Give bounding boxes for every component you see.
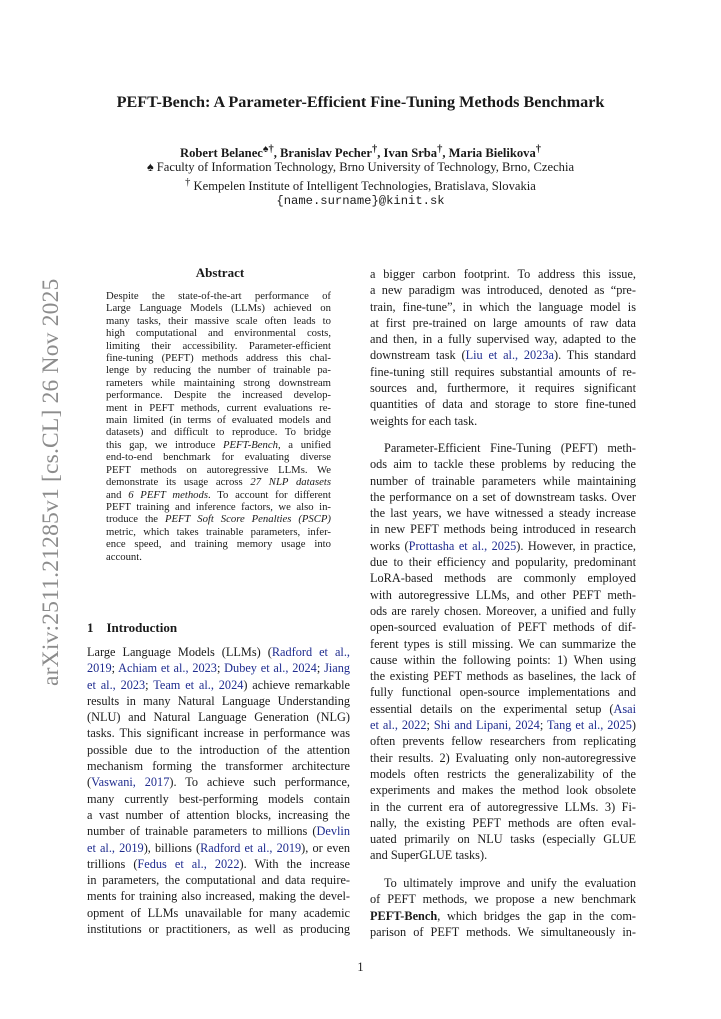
abstract-line: PEFT training and inference factors, we also in- [106,500,331,513]
paper-title: PEFT-Bench: A Parameter-Efficient Fine-Tuning Methods Benchmark [116,93,605,111]
text-line: a vast number of attention blocks, increasing the [87,807,350,822]
text-line: with autoregressive LLMs, and other PEFT meth- [370,587,636,602]
citation-link[interactable]: Liu et al., 2023a [465,348,554,363]
text-line: LoRA-based methods are commonly employed [370,571,636,586]
text-line: experiments and makes the method look obsolete [370,783,636,798]
text: ) [631,718,636,733]
abstract-line [106,489,331,501]
citation-link[interactable]: Devlin [316,824,350,839]
benchmark-name-bold: PEFT-Bench [370,908,438,923]
text-line [87,840,350,856]
abstract-line: Large Language Models (LLMs) achieved on [106,302,331,315]
affiliation-text: Faculty of Information Technology, Brno University of Technology, Brno, Czechia [153,160,575,174]
abstract-line: lenge by reducing the number of trainable pa- [106,364,331,377]
text-line: Parameter-Efficient Fine-Tuning (PEFT) meth- [384,441,636,455]
text-line: (NLU) and Natural Language Generation (NLG) [87,710,350,725]
citation-link[interactable]: Dubey et al., 2024 [224,661,317,676]
text-line [87,677,350,693]
affiliation-kinit [0,177,721,194]
text-line: the existing PEFT methods as baselines, the lack of [370,669,636,684]
text-line: weights for each task. [370,413,478,428]
author-name: Robert Belanec [179,146,263,161]
author-name: , Ivan Srba [377,146,438,161]
section-number: 1 [87,620,94,635]
section-title: Introduction [106,620,178,635]
author-name: , Maria Bielikova [442,146,536,161]
author-mark: † [535,144,541,155]
abstract-line: datasets) and difficult to reproduce. To bridge [106,426,331,439]
citation-link[interactable]: et al., 2019 [87,840,144,855]
method-count: 6 PEFT methods [128,488,209,501]
right-column-paragraph-3 [370,875,636,940]
introduction-paragraph [87,644,350,937]
citation-link[interactable]: Shi and Lipani, 2024 [433,718,540,733]
metric-name: PEFT Soft Score Penalties (PSCP) [164,513,331,526]
text-line [370,538,636,554]
citation-link[interactable]: Tang et al., 2025 [547,718,632,733]
text-line: opment of LLMs unavailable for many academic [87,905,350,920]
abstract-line: many tasks, their massive scale often leads to [106,314,331,327]
abstract-line [106,513,331,525]
abstract-text: this gap, we introduce [106,438,223,451]
text: ), billions ( [143,840,201,855]
text-line: possible due to the introduction of the attention [87,742,350,757]
text-line: in parameters, the computational and data require- [87,873,350,888]
text: ). This standard [553,348,636,363]
text: number of trainable parameters to millions ( [87,824,317,839]
text: ), or even [301,840,350,855]
text: downstream task ( [370,348,466,363]
text-line: fine-tuning still requires substantial amounts of re- [370,364,636,379]
text-line: the last years, we have witnessed a steady increase [370,506,636,521]
arxiv-identifier-stamp: arXiv:2511.21285v1 [cs.CL] 26 Nov 2025 [38,278,64,686]
text: works ( [370,538,409,553]
abstract-line: ment in PEFT methods, current evaluations re- [106,401,331,414]
affiliation-text: Kempelen Institute of Intelligent Technologies, Bratislava, Slovakia [190,179,536,194]
affiliation-brno [0,160,721,175]
text-line: a bigger carbon footprint. To address this issue, [370,267,636,281]
text: ; [316,661,325,676]
text: ). To achieve such performance, [169,775,350,790]
text-line [370,717,636,733]
citation-link[interactable]: Achiam et al., 2023 [118,661,217,676]
citation-link[interactable]: Prottasha et al., 2025 [408,538,517,553]
text-line: their results. 2) Evaluating only non-autoregressive [370,750,636,765]
text-line: the performance on a set of downstream tasks. Over [370,489,636,504]
abstract-line: performance. Despite the increased develop- [106,389,331,402]
citation-link[interactable]: Fedus et al., 2022 [137,856,240,871]
text-line: uated primarily on NLU tasks (especially GLUE [370,832,636,847]
right-column-paragraph-2 [370,440,636,864]
text-line: due to their efficiency and popularity, predominant [370,555,636,570]
text: ). With the increase [239,856,350,871]
abstract-line: ence speed, and training memory usage into [106,538,331,551]
citation-link[interactable]: et al., 2022 [370,718,427,733]
abstract-line [106,439,331,451]
text-line: parison of PEFT methods. We simultaneously in- [370,924,636,939]
abstract-line: metric, which takes trainable parameters, infer- [106,525,331,538]
dagger-mark: † [185,177,191,188]
author-mark: ♠† [262,144,274,155]
citation-link[interactable]: Radford et al., 2019 [200,840,302,855]
citation-link[interactable]: Radford et al., [271,645,350,659]
text-line: a new paradigm was introduced, denoted as “pre- [370,283,636,298]
text-line: open-sourced evaluation of PEFT methods of dif- [370,620,636,635]
abstract-text: demonstrate its usage across [106,476,251,489]
text-line [370,908,636,924]
author-mark: † [437,144,443,155]
text-line: and SuperGLUE tasks). [370,848,488,863]
text: ( [87,775,92,790]
text-line: nally, the existing PEFT methods are often eval- [370,815,636,830]
citation-link[interactable]: Jiang [324,661,350,676]
text-line [87,774,350,790]
dataset-count: 27 NLP datasets [250,476,331,489]
spade-mark: ♠ [146,160,154,174]
text-line: results in many Natural Language Understanding [87,693,350,708]
text-line: in the current era of autoregressive LLMs. 3) Fi- [370,799,636,814]
text: Large Language Models (LLMs) ( [87,645,272,659]
text-line: ferent types is still missing. We can summarize the [370,636,636,651]
text-line: at first pre-trained on large amounts of raw data [370,315,636,330]
text-line: number of trainable parameters while maintaining [370,473,636,488]
text-line: ments for training also increased, making the devel- [87,889,350,904]
abstract-text: , a unified [277,438,331,451]
abstract-body [106,290,331,563]
author-mark: † [372,144,378,155]
text: ; [426,718,434,733]
abstract-line: end-to-end benchmark for evaluating diverse [106,451,331,464]
text-line: sources and, furthermore, it requires significant [370,381,636,396]
text-line: models often restricts the generalizability of the [370,766,636,781]
citation-link[interactable]: Asai [613,701,636,716]
page-number: 1 [357,960,364,974]
text: ; [539,718,547,733]
abstract-heading: Abstract [195,265,245,280]
text-line [370,701,636,717]
text-line: mechanism forming the transformer architecture [87,759,350,774]
abstract-line: rameters while maintaining strong downstream [106,376,331,389]
text-line: of PEFT methods, we propose a new benchmark [370,892,636,907]
citation-link[interactable]: Vaswani, 2017 [91,775,170,790]
text: ; [111,661,119,676]
abstract-text: troduce the [106,513,165,526]
text-line [87,660,350,676]
text: ; [145,677,154,692]
text-line [87,856,350,872]
text: , which bridges the gap in the com- [437,908,636,923]
text-line: cause within the following points: 1) When using [370,652,636,667]
text-line: ods aim to tackle these problems by reducing the [370,457,636,472]
abstract-line: PEFT methods on autoregressive LLMs. We [106,463,331,476]
text: ). However, in practice, [516,538,636,553]
abstract-line: main limited (in terms of evaluated models and [106,414,331,427]
text-line: fully functional open-source implementations and [370,685,636,700]
text-line: often prevents fellow researchers from replicating [370,734,636,749]
text-line: train, fine-tune”, in which the language model is [370,299,636,314]
text: ; [216,661,225,676]
right-column-paragraph-1 [370,266,636,429]
abstract-line: limiting their accessibility. Parameter-efficient [106,339,331,352]
text: essential details on the experimental setup ( [370,701,614,716]
abstract-text: and [106,488,129,501]
benchmark-name: PEFT-Bench [222,438,278,451]
citation-link[interactable]: et al., 2023 [87,677,146,692]
text-line: tasks. This significant increase in performance was [87,726,350,741]
abstract-line [106,476,331,488]
author-list [0,144,721,161]
citation-link[interactable]: Team et al., 2024 [153,677,244,692]
citation-link[interactable]: 2019 [87,661,112,676]
text-line: institutions or practitioners, as well as producing [87,922,350,937]
text-line: many currently best-performing models contain [87,791,350,806]
text: trillions ( [87,856,138,871]
abstract-line: high computational and environmental costs, [106,327,331,340]
text-line: in new PEFT methods being introduced in research [370,522,636,537]
text: ) achieve remarkable [243,677,350,692]
text-line [87,644,350,660]
abstract-text: . To account for different [208,488,331,501]
abstract-line: Despite the state-of-the-art performance of [106,290,331,302]
abstract-line: fine-tuning (PEFT) methods address this chal- [106,352,331,365]
text-line [370,347,636,363]
author-name: , Branislav Pecher [273,146,372,161]
author-email: {name.surname}@kinit.sk [276,194,445,208]
text-line: and then, in a fully supervised way, adapted to the [370,332,636,347]
abstract-line: account. [106,550,142,563]
section-heading-introduction [87,620,177,636]
text-line [87,823,350,839]
text-line: quantities of data and storage to store fine-tuned [370,397,636,412]
text-line: To ultimately improve and unify the evaluation [384,876,636,890]
text-line: ods are rarely chosen. Moreover, a unified and fully [370,603,636,618]
